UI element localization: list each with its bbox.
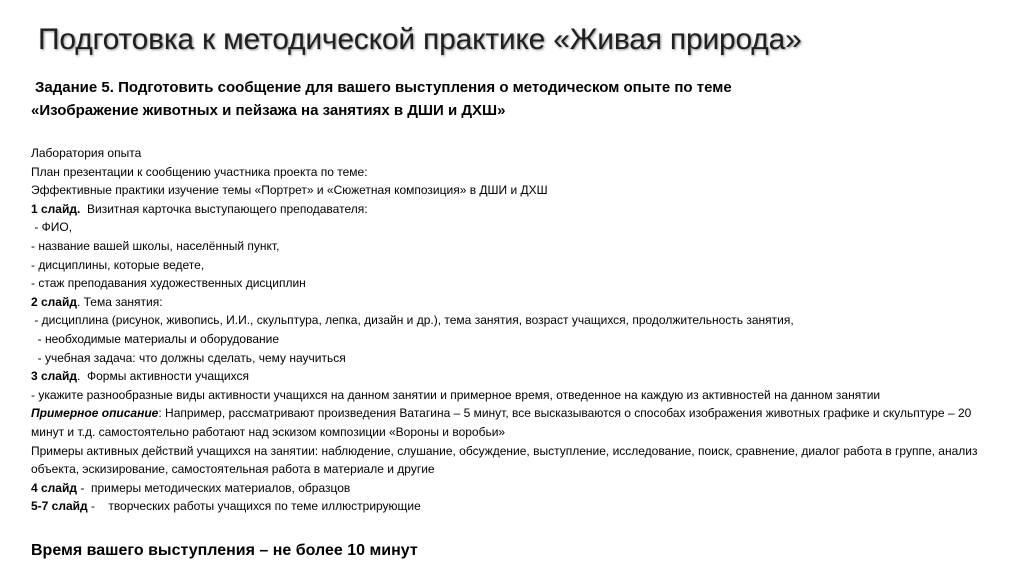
task-line-2: «Изображение животных и пейзажа на занятиях в ДШИ и ДХШ» (31, 102, 506, 119)
duration-note: Время вашего выступления – не более 10 минут (31, 542, 418, 559)
slide2-text: . Тема занятия: (76, 294, 163, 309)
slide4-text: - примеры методических материалов, образцов (76, 480, 351, 495)
task-line-1: Задание 5. Подготовить сообщение для вашего выступления о методическом опыте по теме (35, 79, 732, 96)
example-description (31, 404, 1006, 441)
slide57-label: 5-7 слайд (31, 499, 88, 514)
content-body (31, 144, 1006, 516)
slide3-label: 3 слайд (31, 369, 77, 384)
lab-label: Лаборатория опыта (31, 146, 142, 160)
slide2-heading (31, 293, 1006, 312)
task-heading (31, 76, 991, 122)
slide1-item: - дисциплины, которые ведете, (31, 257, 205, 272)
slide2-item: - учебная задача: что должны сделать, чему научиться (31, 350, 346, 365)
plan-intro: План презентации к сообщению участника проекта по теме: (31, 164, 368, 179)
slide4-heading (31, 479, 1006, 498)
practices-topic: Эффективные практики изучение темы «Портрет» и «Сюжетная композиция» в ДШИ и ДХШ (31, 183, 548, 198)
slide1-item: - стаж преподавания художественных дисциплин (31, 276, 306, 291)
slide1-item: - ФИО, (31, 220, 73, 235)
slide2-item: - дисциплина (рисунок, живопись, И.И., скульптура, лепка, дизайн и др.), тема занятия, возраст учащихся, продолжительность занятия, (31, 313, 794, 328)
page-title: Подготовка к методической практике «Живая природа» (38, 23, 802, 56)
slide2-label: 2 слайд (31, 294, 77, 309)
slide3-item: - укажите разнообразные виды активности учащихся на данном занятии и примерное время, отведенное на каждую из активностей на данном занятии (31, 387, 881, 402)
slide57-heading (31, 497, 1006, 516)
slide1-label: 1 слайд. (31, 201, 81, 216)
slide57-text: - творческих работы учащихся по теме иллюстрирующие (87, 499, 421, 514)
slide1-heading (31, 200, 1006, 219)
slide3-text: . Формы активности учащихся (76, 369, 249, 384)
slide4-label: 4 слайд (31, 480, 77, 495)
slide1-text: Визитная карточка выступающего преподавателя: (80, 201, 368, 216)
slide3-heading (31, 367, 1006, 386)
slide2-item: - необходимые материалы и оборудование (31, 331, 280, 346)
example-label: Примерное описание (31, 406, 159, 421)
example-text: : Например, рассматривают произведения Ватагина – 5 минут, все высказываются о способах изображения животных графике и скульптуре – 20 минут и т.д. самостоятельно работают над эскизом композиции «Вороны и воробьи» (31, 406, 972, 439)
slide1-item: - название вашей школы, населённый пункт, (31, 238, 280, 253)
active-actions: Примеры активных действий учащихся на занятии: наблюдение, слушание, обсуждение, выступление, исследование, поиск, сравнение, диалог работа в группе, анализ объекта, эскизирование, самостоятельная работа в материале и другие (31, 443, 978, 477)
